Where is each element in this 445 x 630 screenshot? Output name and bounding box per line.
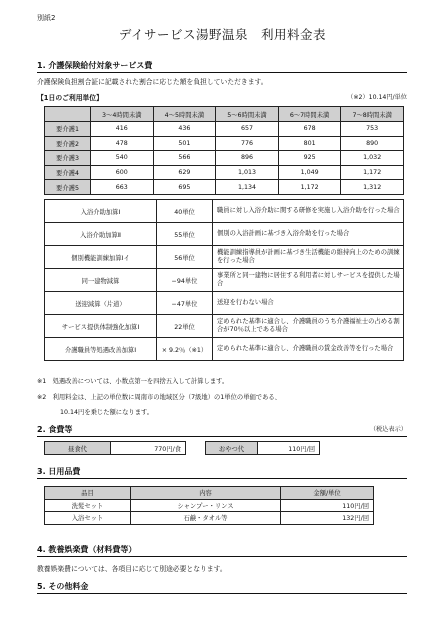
addition-name: 入浴介助加算Ⅱ	[45, 223, 157, 246]
snack-fee-value: 110円/回	[288, 445, 315, 453]
unit-value: 629	[153, 165, 216, 180]
goods-content: 石鹸・タオル等	[131, 512, 281, 525]
addition-description: 送迎を行わない場合	[213, 292, 404, 315]
unit-value: 1,312	[341, 180, 404, 195]
goods-price: 132円/回	[281, 512, 374, 525]
table-row	[45, 223, 404, 246]
unit-value: 416	[91, 122, 154, 137]
table-row	[45, 315, 404, 338]
unit-value: 566	[153, 151, 216, 166]
addition-description: 個別の入浴計画に基づき入浴介助を行った場合	[213, 223, 404, 246]
lunch-fee-box	[44, 441, 186, 455]
care-level-label: 要介護5	[45, 180, 91, 195]
table-row	[45, 180, 404, 195]
section1-heading: 1. 介護保険給付対象サービス費	[37, 60, 407, 73]
care-col-header: 3～4時間未満	[91, 107, 154, 122]
tax-note: （税込表示）	[369, 426, 407, 433]
snack-fee-box	[205, 441, 320, 455]
table-row	[45, 151, 404, 166]
addition-unit: 55単位	[157, 223, 213, 246]
unit-value: 776	[216, 136, 279, 151]
addition-name: サービス提供体制強化加算Ⅰ	[45, 315, 157, 338]
unit-price-note: （※2）10.14円/単位	[347, 94, 407, 101]
daily-goods-table	[44, 486, 374, 525]
care-level-label: 要介護2	[45, 136, 91, 151]
unit-value: 801	[278, 136, 341, 151]
addition-name: 介護職員等処遇改善加算Ⅰ	[45, 338, 157, 361]
unit-value: 695	[153, 180, 216, 195]
addition-unit: −47単位	[157, 292, 213, 315]
page-title: デイサービス湯野温泉 利用料金表	[118, 27, 327, 42]
section1-intro: 介護保険負担割合証に記載された割合に応じた額を負担していただきます。	[37, 78, 268, 86]
section2-heading: 2. 食費等	[37, 424, 407, 437]
additions-table	[44, 199, 404, 361]
care-level-label: 要介護3	[45, 151, 91, 166]
unit-value: 1,013	[216, 165, 279, 180]
care-col-header: 4～5時間未満	[153, 107, 216, 122]
goods-item: 入浴セット	[45, 512, 131, 525]
note-1: ※1 処遇改善については、小数点第一を四捨五入して計算します。	[37, 378, 229, 385]
section5-heading: 5. その他料金	[37, 581, 407, 594]
daily-col-header: 品目	[45, 487, 131, 500]
addition-unit: 56単位	[157, 246, 213, 269]
unit-value: 600	[91, 165, 154, 180]
table-row	[45, 338, 404, 361]
care-level-table	[44, 106, 404, 195]
addition-unit: −94単位	[157, 269, 213, 292]
daily-col-header: 金額/単位	[281, 487, 374, 500]
addition-unit: 40単位	[157, 200, 213, 223]
addition-description: 事業所と同一建物に居住する利用者に対しサービスを提供した場合	[213, 269, 404, 292]
note-2-continued: 10.14円を乗じた額になります。	[60, 409, 154, 416]
unit-value: 925	[278, 151, 341, 166]
care-table-header	[45, 107, 404, 122]
daily-units-label: 【1日のご利用単位】	[37, 94, 103, 102]
table-row	[45, 122, 404, 137]
unit-value: 890	[341, 136, 404, 151]
unit-value: 540	[91, 151, 154, 166]
addition-description: 定められた基準に適合し、介護職員のうち介護福祉士の占める割合が70％以上である場合	[213, 315, 404, 338]
table-row	[45, 200, 404, 223]
unit-value: 436	[153, 122, 216, 137]
care-table-corner	[45, 107, 91, 122]
section4-text: 教養娯楽費については、各項目に応じて別途必要となります。	[37, 565, 227, 573]
addition-unit: × 9.2％（※1）	[157, 338, 213, 361]
daily-col-header: 内容	[131, 487, 281, 500]
table-row	[45, 499, 374, 512]
care-level-label: 要介護1	[45, 122, 91, 137]
addition-description: 定められた基準に適合し、介護職員の賃金改善等を行った場合	[213, 338, 404, 361]
daily-table-header	[45, 487, 374, 500]
addition-unit: 22単位	[157, 315, 213, 338]
lunch-fee-value: 770円/食	[154, 445, 181, 453]
unit-value: 501	[153, 136, 216, 151]
addition-description: 職員に対し入浴介助に関する研修を実施し入浴介助を行った場合	[213, 200, 404, 223]
document-id: 別紙2	[37, 14, 56, 22]
care-col-header: 6～7時間未満	[278, 107, 341, 122]
table-row	[45, 512, 374, 525]
addition-description: 機能訓練指導員が計画に基づき生活機能の維持向上のための訓練を行った場合	[213, 246, 404, 269]
care-col-header: 5～6時間未満	[216, 107, 279, 122]
lunch-fee-label: 昼食代	[45, 442, 111, 454]
unit-value: 657	[216, 122, 279, 137]
unit-value: 663	[91, 180, 154, 195]
table-row	[45, 246, 404, 269]
unit-value: 896	[216, 151, 279, 166]
unit-value: 678	[278, 122, 341, 137]
addition-name: 送迎減算（片道）	[45, 292, 157, 315]
unit-value: 1,172	[278, 180, 341, 195]
table-row	[45, 292, 404, 315]
unit-value: 478	[91, 136, 154, 151]
addition-name: 入浴介助加算Ⅰ	[45, 200, 157, 223]
goods-content: シャンプー・リンス	[131, 499, 281, 512]
addition-name: 個別機能訓練加算Ⅰイ	[45, 246, 157, 269]
unit-value: 1,172	[341, 165, 404, 180]
table-row	[45, 136, 404, 151]
snack-fee-label: おやつ代	[206, 442, 258, 454]
table-row	[45, 165, 404, 180]
unit-value: 1,049	[278, 165, 341, 180]
unit-value: 1,134	[216, 180, 279, 195]
care-level-label: 要介護4	[45, 165, 91, 180]
unit-value: 1,032	[341, 151, 404, 166]
goods-price: 110円/回	[281, 499, 374, 512]
goods-item: 洗髪セット	[45, 499, 131, 512]
addition-name: 同一建物減算	[45, 269, 157, 292]
unit-value: 753	[341, 122, 404, 137]
care-col-header: 7～8時間未満	[341, 107, 404, 122]
table-row	[45, 269, 404, 292]
section4-heading: 4. 教養娯楽費（材料費等）	[37, 544, 407, 557]
section3-heading: 3. 日用品費	[37, 466, 407, 479]
note-2: ※2 利用料金は、上記の単位数に周南市の地域区分（7級地）の1単位の単価である、	[37, 394, 281, 401]
